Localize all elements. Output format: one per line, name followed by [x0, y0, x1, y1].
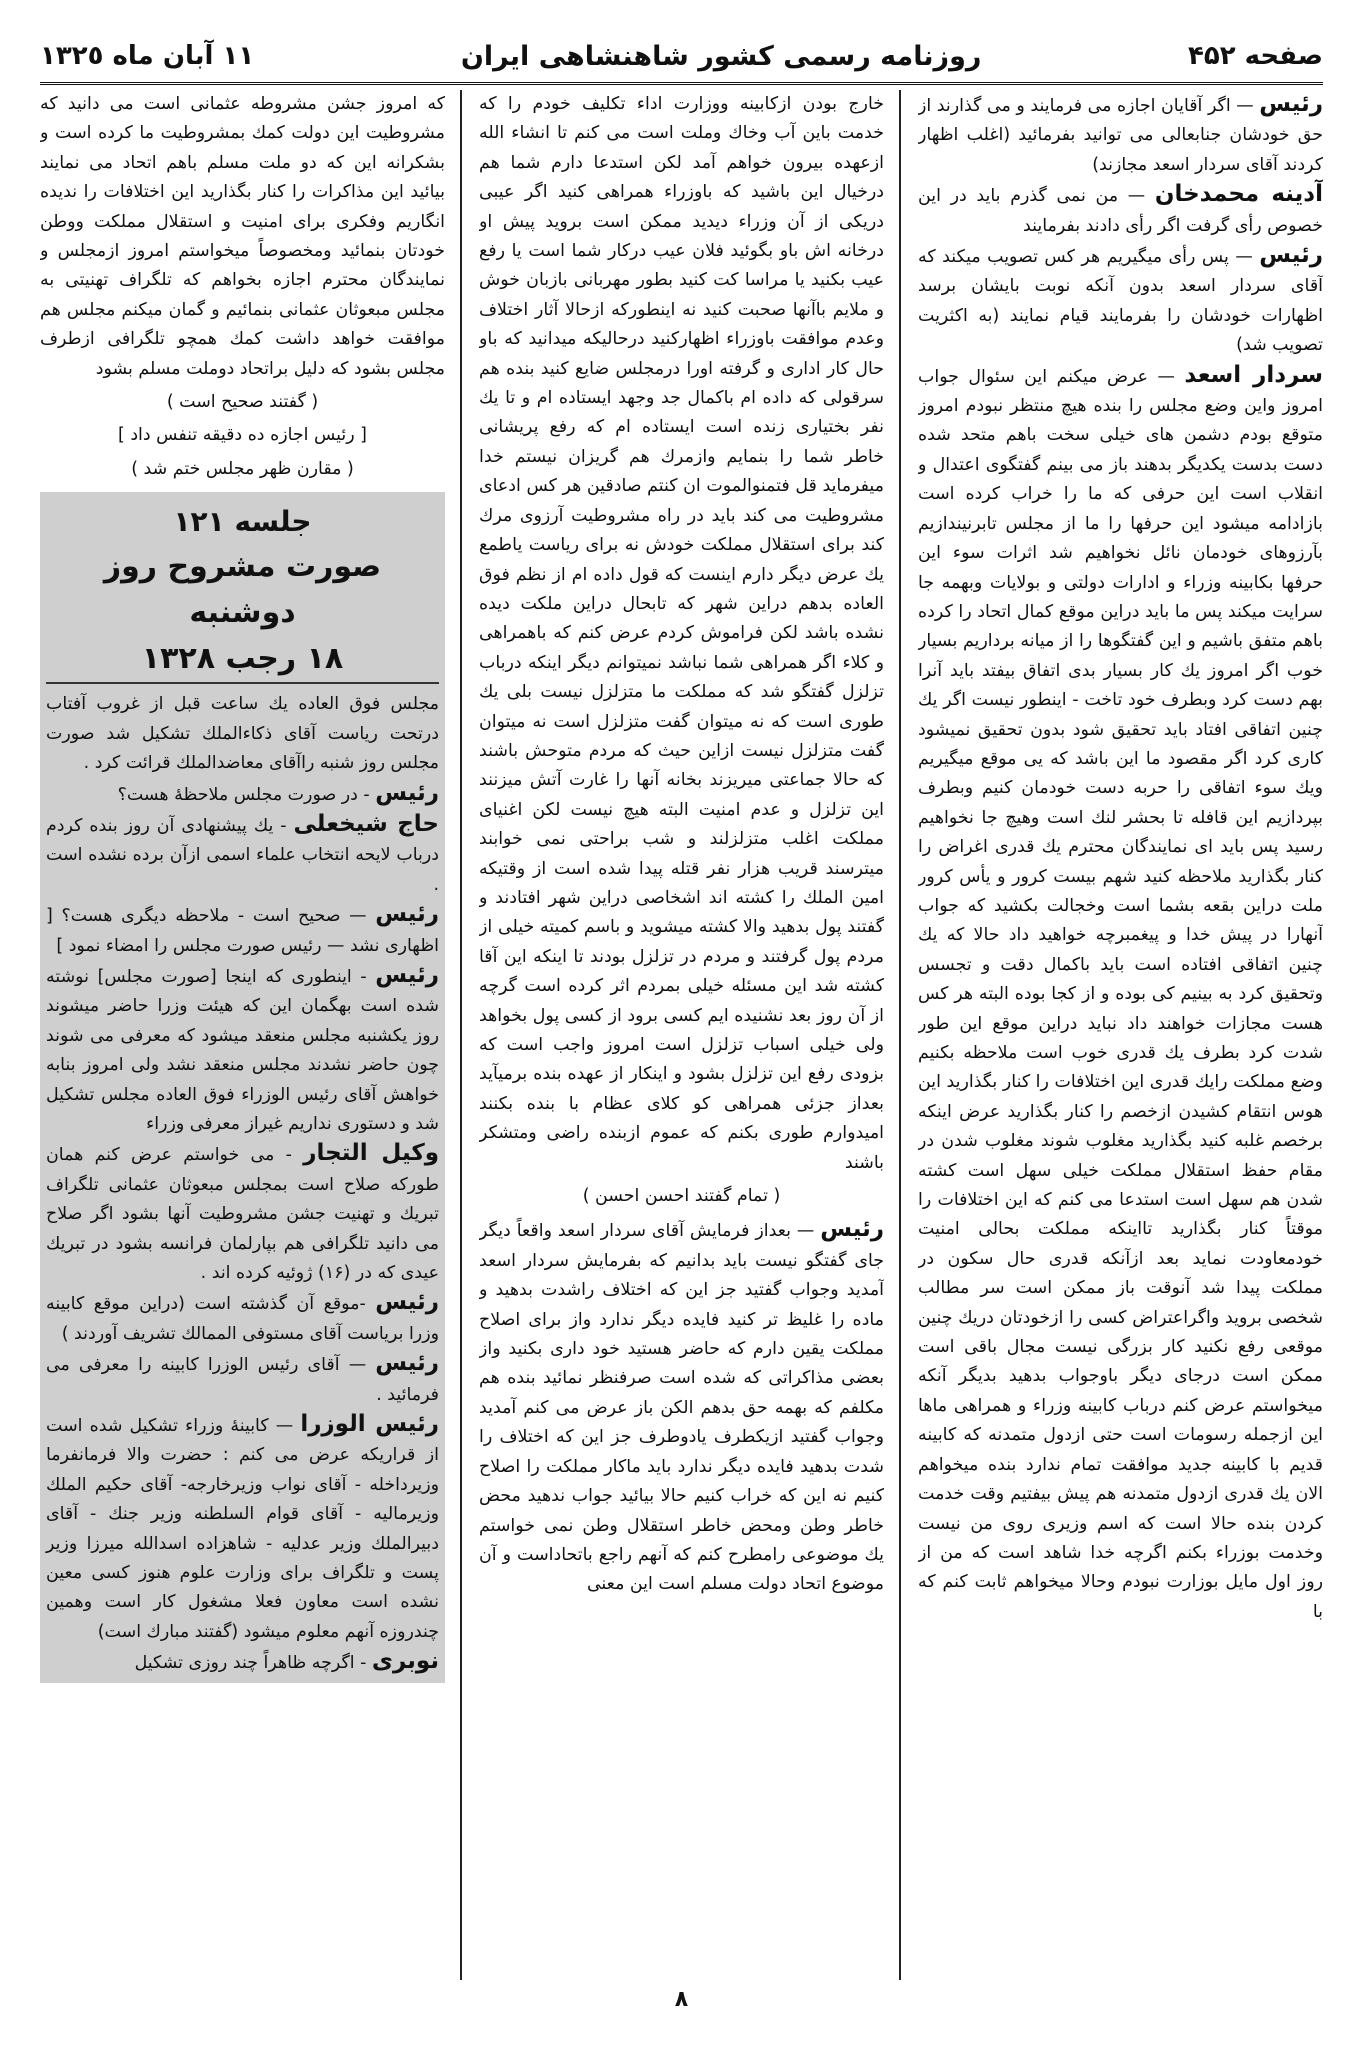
left-column	[40, 90, 445, 1980]
speech-paragraph	[46, 1410, 439, 1647]
speech-paragraph	[46, 1139, 439, 1288]
speech-paragraph	[918, 90, 1323, 180]
session-title: جلسه ۱۲۱	[173, 505, 312, 539]
speech-text: - اینطوری که اینجا [صورت مجلس] نوشته شده است بهگمان این که هیئت وزرا حاضر میشوند روز یکشنبه مجلس منعقد میشود که معرفی می شوند چون حاضر نشدند مجلس منعقد نشد ولی امروز بنابه خواهش آقای رئیس الوزراء فوق العاده مجلس تشکیل شد و دستوری نداریم غیراز معرفی وزراء	[46, 966, 439, 1134]
speech-paragraph	[46, 900, 439, 961]
speaker-name: رئیس الوزرا	[300, 1411, 440, 1438]
speech-paragraph	[46, 779, 439, 810]
speech-paragraph	[46, 810, 439, 900]
parenthetical-note: ( گفتند صحیح است )	[166, 392, 319, 413]
speech-text: — اگر آقایان اجازه می فرمایند و می گذارند از حق خودشان جنابعالی می توانید بفرمائید (اغلب اظهار کردند آقای سردار اسعد مجازند)	[918, 96, 1323, 175]
speech-text: — عرض میکنم این سئوال جواب امروز واین وضع مجلس را بنده هیچ منتظر نبودم امروز متوقع بودم دشمن های خیلی سخت باهم متحد شده دست بدست یکدیگر بدهند باز می بینم گفتگوی اعتدال و انقلاب است این حرفی که ما را خراب کرده است بازادامه میشود این حرفها را ما از مجلس تابرنیندازیم بآرزوهای خودمان نائل نخواهیم شد اثرات سوء این حرفها بکابینه وزراء و ادارات دولتی و بولایات وبهمه جا سرایت میکند پس ما باید دراین موقع کمال اتحاد را کرده باهم متفق باشیم و این گفتگوها را از میانه برداریم بسیار خوب اگر امروز یك کار بسیار بدی اتفاق بیفتد باید آنرا بهم دست کرد وبطرف خود تاخت - اینطور نیست اگر یك چنین اتفاقی افتاد باید تحقیق شود بدون تحقیق نمیشود کاری کرد اگر مقصود ما این باشد که یی موقع میگیریم ویك سوء اتفاقی را حربه دست خودمان کنیم وبطرف بپردازیم این قافله تا بحشر لنك است وهیچ جا نخواهیم رسید پس باید ای نمایندگان محترم یك قدری اغراض را کنار بگذارید ملاحظه کنید شهم بیست کرور و یأس کرور ملت دراین بقعه بشما است وخجالت بکشید که جواب آنهارا در پیش خدا و پیغمبرچه خواهید داد حالا که یك چنین اتفاقی افتاده است باید باکمال دقت و تجسس وتحقیق کرد به بینیم کی بوده و از کجا بوده البته هر کس هست مجازات خواهند داد نباید دراین موقع این طور شدت کرد بطرف یك قدری خوب است ملاحظه بکنیم وضع مملکت رایك قدری این اختلافات را کنار بگذارید این هوس انتقام کشیدن ازخصم را کنار بگذارید عرض اینکه برخصم غلبه کنید بگذارید مغلوب شوند مغلوب شدن در مقام حفظ استقلال مملکت خیلی سهل است کشته شدن هم سهل است استدعا می کنم که این اختلافات را موقتاً کنار بگذارید تااینکه مملکت بحالی امنیت خودمعاودت نماید بعد ازآنکه قدری حال سکون در مملکت پیدا شد آنوقت باز ممکن است سر مطالب شخصی بروید واگراعتراض کسی را ازخودتان دریك چنین موقعی رفع نکنید کار بزرگی نیست مجال باقی است ممکن است درجای دیگر باوجواب بدهید بدیگر آنکه میخواستم عرض کنم درباب کابینه وزراء و همراهی ماها این ازجمله رسومات است حتی ازدول متمدنه که کابینه قدیم با کابینه جدید موافقت تمام ندارد بنده میخواهم الان یك قدری ازدول متمدنه هم پیش بیفتیم وقت خدمت کردن بنده حالا است که اسم وزیری روی من نیست وخدمت بوزراء بکنم اگرچه خدا شاهد است که من از روز اول مایل بوزارت نبودم وحالا میخواهم ثابت کنم که با	[918, 366, 1323, 1622]
speaker-name: سردار اسعد	[1184, 361, 1323, 388]
speech-paragraph	[40, 90, 445, 384]
session-subtitle: صورت مشروح روز دوشنبه	[103, 549, 382, 631]
speaker-name: وکیل التجار	[303, 1140, 439, 1167]
page-header	[40, 30, 1323, 85]
speech-text: — صحیح است - ملاحظه دیگری هست؟ [ اظهاری نشد — رئیس صورت مجلس را امضاء نمود ]	[46, 906, 439, 956]
middle-column	[479, 90, 884, 1980]
speech-text: - یك پیشنهادی آن روز بنده کردم درباب لایحه انتخاب علماء اسمی ازآن برده نشده است .	[46, 815, 439, 895]
right-column	[918, 90, 1323, 1980]
speech-text: — من نمی گذرم باید در این خصوص رأی گرفت اگر رأی دادند بفرمایند	[918, 186, 1323, 236]
speech-text: - می خواستم عرض کنم همان طورکه صلاح است بمجلس مبعوثان عثمانی تلگراف تبریك و تهنیت جشن مشروطیت آنها بشود اگر صلاح می دانید تلگرافی هم بپارلمان فرانسه بشود در تبریك عیدی که در (۱۶) ژوئیه کرده اند .	[46, 1145, 439, 1283]
speech-text: -موقع آن گذشته است (دراین موقع کابینه وزرا بریاست آقای مستوفی الممالك تشریف آوردند )	[46, 1294, 439, 1344]
speaker-name: رئیس	[1259, 91, 1323, 117]
speech-paragraph	[918, 180, 1323, 241]
left-column-top	[40, 90, 445, 484]
speech-text: — بعداز فرمایش آقای سردار اسعد واقعاً دیگر جای گفتگو نیست باید بدانیم که بفرمایش سردار اسعد آمدید وجواب گفتید جز این که اختلاف راشدت بدهید و ماده را غلیظ تر کنید فایده دیگر ندارد واز برای اصلاح مملکت یقین دارم که حاضر هستید خود داری بکنید واز بعضی مذاکراتی که شده است صرفنظر نمائید بنده هم مکلفم که بهمه حق بدهم الکن باز عرض می کنم آمدید وجواب گفتید ازیکطرف یادوطرف جز این که اختلاف را شدت بدهید فایده دیگر ندارد باید ماکار مملکت را اصلاح کنیم نه این که خراب کنیم حالا بیائید جواب ندهید محض خاطر وطن ومحض خاطر استقلال وطن نمی خواستم یك موضوعی رامطرح کنم که آنهم راجع باتحاداست و آن موضوع اتحاد دولت مسلم است این معنی	[479, 1221, 884, 1595]
columns	[40, 90, 1323, 1980]
speaker-name: آدینه محمدخان	[1154, 181, 1323, 208]
speech-text: - اگرچه ظاهراً چند روزی تشکیل	[134, 1653, 367, 1674]
speaker-name: رئیس	[375, 901, 440, 928]
parenthetical-note: ( مقارن ظهر مجلس ختم شد )	[131, 458, 354, 479]
speech-paragraph	[46, 1349, 439, 1410]
speech-paragraph	[479, 1215, 884, 1599]
header-page-number: صفحه ۴۵۲	[1187, 41, 1323, 71]
speaker-name: رئیس	[375, 1350, 439, 1377]
speech-text: - در صورت مجلس ملاحظهٔ هست؟	[117, 784, 370, 805]
speaker-name: رئیس	[375, 961, 440, 988]
session-intro: مجلس فوق العاده یك ساعت قبل از غروب آفتاب درتحت ریاست آقای ذکاءالملك تشکیل شد صورت مجلس روز شنبه راآقای معاضدالملك قرائت کرد .	[46, 694, 439, 774]
speaker-name: رئیس	[1259, 242, 1323, 269]
speaker-name: حاج شیخعلی	[293, 810, 439, 837]
speech-text: که امروز جشن مشروطه عثمانی است می دانید که مشروطیت این دولت کمك بمشروطیت ما کرده است و بشکرانه این که دو ملت مسلم باهم اتحاد می نمایند بیائید این مذاکرات را کنار بگذارید این اختلافات را ندیده انگاریم وفکری برای امنیت و استقلال مملکت ووطن خودتان بنمائید ومخصوصاً میخواستم امروز ازمجلس و نمایندگان محترم اجازه بخواهم که تلگراف تهنیتی به مجلس مبعوثان عثمانی بنمائیم و گمان میکنم مجلس هم موافقت خواهد داشت کمك همچو تلگرافی ازطرف مجلس بشود که دلیل براتحاد دوملت مسلم بشود	[40, 94, 445, 379]
session-box	[40, 492, 445, 1682]
session-date: ۱۸ رجب ۱۳۲۸	[46, 636, 439, 684]
speech-text: — آقای رئیس الوزرا کابینه را معرفی می فرمائید .	[46, 1355, 439, 1405]
speaker-name: نوبری	[371, 1648, 439, 1675]
speech-text: خارج بودن ازکابینه ووزارت اداء تکلیف خودم را که خدمت باین آب وخاك وملت است می کنم تا انشاء الله ازعهده بیرون خواهم آمد لکن استدعا دارم شما هم درخیال این باشید که باوزراء همراهی کنید اگر عیبی دریکی از آن وزراء دیدید ممکن است بروید پیش او درخانه اش باو بگوئید فلان عیب درکار شما است یا رفع عیب بکنید یا مراسا کت کنید بطور مهربانی بازبان خوش و ملایم باآنها صحبت کنید نه اینطورکه ازحالا آثار اختلاف وعدم موافقت باوزراء اظهارکنید درحالیکه میدانید که باو حال کار اداری و گرفته اورا درمجلس ضایع کنید بنده هم سرقولی که داده ام باکمال جد وجهد ایستاده ام و تا یك نفر بختیاری زنده است ایستاده ام که رفع پریشانی خاطر شما را بنمایم وازمرك هم گریزان نیستم خدا میفرماید قل فتمنوالموت ان کنتم صادقین هر کس ادعای مشروطیت می کند باید در راه مشروطیت آرزوی مرك کند برای استقلال مملکت خودش نه برای ریاست یاطمع یك عرض دیگر دارم اینست که قول داده ام از نظم فوق العاده بدهم دراین شهر که تابحال دراین ملکت دیده نشده باشد لکن فراموش کردم عرض کنم که باهمراهی و کلاء اگر همراهی شما نباشد نمیتوانم دیگر اینکه درباب تزلزل گفتگو شد که مملکت ما متزلزل نیست بلی یك طوری است که نه میتوان گفت متزلزل است نه میتوان گفت متزلزل نیست ازاین حیث که مردم متوحش باشند که حالا جماعتی میریزند بخانه آنها را غارت آتش میزنند این تزلزل و عدم امنیت البته هیچ نیست لکن اغنیای مملکت اغلب متزلزلند و شب براحتی نمی خوابند میترسند قریب هزار نفر قتله پیدا شده است از وقتیکه امین الملك را کشته اند اشخاصی دراین شهر افتادند و گفتند پول بدهید والا کشته میشوید و باسم کمیته خیلی از مردم پول گرفتند و مردم در تزلزل بودند تا اینکه این آقا کشته شد این مسئله خیلی بمردم اثر کرده است گرچه از آن روز بعد نشنیده ایم کسی برود از کسی پول بخواهد ولی خیلی اسباب تزلزل است امروز واجب است که بزودی رفع این تزلزل بشود و اینکار از عهده بنده برمیآید بعداز جزئی همراهی کو کلای عظام با بنده بکنند امیدوارم طوری بکنم که عموم ازبنده راضی ومتشکر باشند	[479, 94, 884, 1173]
speech-paragraph	[479, 90, 884, 1178]
speech-text: — پس رأی میگیریم هر کس تصویب میکند که آقای سردار اسعد بدون آنکه نوبت بایشان برسد اظهارات خودشان را بفرمایند قیام نمایند (به اکثریت تصویب شد)	[918, 247, 1323, 356]
speech-paragraph	[918, 241, 1323, 361]
speaker-name: رئیس	[375, 1289, 439, 1316]
speaker-name: رئیس	[375, 779, 439, 806]
page-number: ۸	[674, 1987, 689, 2012]
newspaper-page	[40, 30, 1323, 2020]
speaker-name: رئیس	[820, 1216, 884, 1243]
speech-paragraph	[46, 1647, 439, 1678]
parenthetical-note: [ رئیس اجازه ده دقیقه تنفس داد ]	[118, 425, 367, 446]
speech-paragraph	[46, 961, 439, 1139]
session-proceedings	[46, 779, 439, 1679]
speech-paragraph	[46, 1288, 439, 1349]
parenthetical-note: ( تمام گفتند احسن احسن )	[582, 1186, 781, 1207]
speech-text: — کابینهٔ وزراء تشکیل شده است از قراریکه عرض می کنم : حضرت والا فرمانفرما وزیرداخله - آقای نواب وزیرخارجه- آقای حکیم الملك وزیرمالیه - آقای قوام السلطنه وزیر جنك - آقای دبیرالملك وزیر عدلیه - شاهزاده اسدالله میرزا وزیر پست و تلگراف برای وزارت علوم هنوز کسی معین نشده است معاون فعلا مشغول کار است وهمین چندروزه آنهم معلوم میشود (گفتند مبارك است)	[46, 1416, 439, 1642]
speech-paragraph	[918, 361, 1323, 1627]
header-date: ١١ آبان ماه ١٣٢٥	[40, 41, 255, 71]
header-title: روزنامه رسمی کشور شاهنشاهی ایران	[460, 40, 982, 72]
